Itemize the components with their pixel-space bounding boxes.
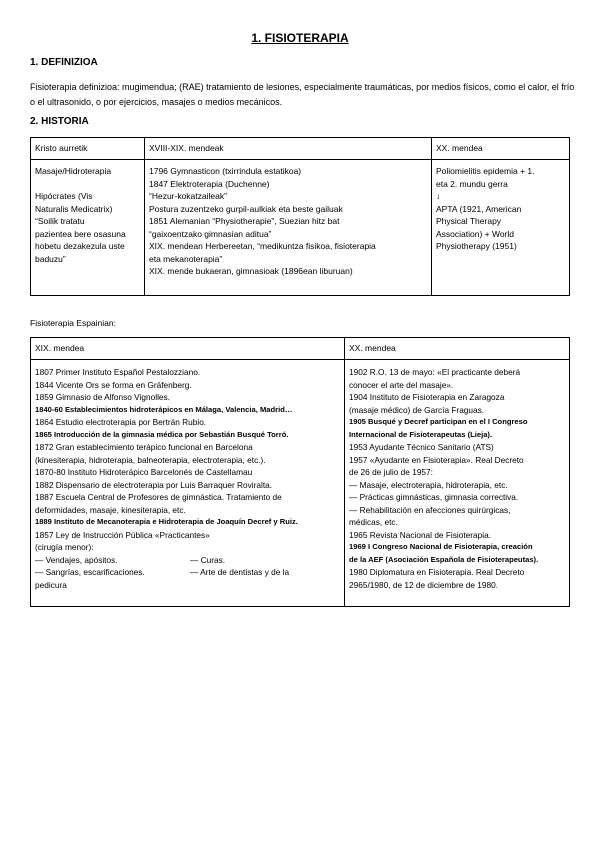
history-cell-20 (432, 160, 570, 296)
cell-line: baduzu” (35, 253, 66, 264)
history-cell-bc (31, 160, 145, 296)
cell-line: 1851 Alemanian “Physiotherapie”, Suezian hitz bat (149, 216, 340, 226)
cell-line: Hipócrates (Vis (35, 191, 93, 201)
cell-line: de 26 de julio de 1957: (349, 467, 433, 477)
cell-line: 1889 Instituto de Mecanoterapia e Hidroterapia de Joaquín Decref y Ruiz. (35, 517, 298, 526)
history-header-18-19: XVIII-XIX. mendeak (145, 138, 432, 160)
cell-line: Physiotherapy (1951) (436, 241, 517, 251)
page-title: 1. FISIOTERAPIA (251, 31, 349, 45)
cell-line: Physical Therapy (436, 216, 502, 226)
cell-line: deformidades, masaje, kinesiterapia, etc. (35, 504, 186, 515)
cell-line: de la AEF (Asociación Española de Fisioterapeutas). (349, 554, 539, 564)
cell-line: eta 2. mundu gerra (436, 178, 508, 189)
section-definition-heading: 1. DEFINIZIOA (30, 57, 98, 68)
cell-item: — Vendajes, apósitos. (35, 554, 118, 565)
cell-line: 1847 Elektroterapia (Duchenne) (149, 178, 270, 189)
cell-line: 1957 «Ayudante en Fisioterapia». Real Decreto (349, 454, 524, 465)
spain-table (30, 337, 570, 607)
history-header-bc: Kristo aurretik (31, 138, 145, 160)
cell-line (35, 178, 140, 191)
history-cell-18-19 (145, 160, 432, 296)
cell-line: Poliomielitis epidemia + 1. (436, 166, 535, 176)
cell-line: (kinesiterapia, hidroterapia, balneoterapia, electroterapia, etc.). (35, 454, 266, 465)
cell-item: — Arte de dentistas y de la (190, 567, 290, 577)
cell-line: 1904 Instituto de Fisioterapia en Zaragoza (349, 392, 505, 402)
cell-line: (cirugía menor): (35, 542, 94, 552)
cell-line: conocer el arte del masaje». (349, 379, 454, 390)
cell-item: — Curas. (190, 554, 226, 565)
spain-cell-19 (31, 360, 345, 607)
cell-line: — Prácticas gimnásticas, gimnasia correctiva. (349, 492, 519, 502)
spain-header-19: XIX. mendea (31, 338, 345, 360)
cell-line: 2965/1980, de 12 de diciembre de 1980. (349, 579, 498, 590)
history-table (30, 137, 570, 296)
cell-line: Internacional de Fisioterapeutas (Lieja). (349, 429, 493, 439)
spain-label: Fisioterapia Espainian: (30, 318, 116, 328)
cell-line: pazientea bere osasuna (35, 228, 126, 239)
cell-line: Masaje/Hidroterapia (35, 166, 112, 176)
cell-line: 1796 Gymnasticon (txirrindula estatikoa) (149, 166, 302, 176)
cell-line: hobetu dezakezula uste (35, 241, 125, 251)
cell-line: 1844 Vicente Ors se forma en Gräfenberg. (35, 379, 192, 390)
cell-line: 1887 Escuela Central de Profesores de gimnástica. Tratamiento de (35, 492, 282, 502)
cell-line: XIX. mende bukaeran, gimnasioak (1896ean liburuan) (149, 266, 353, 276)
cell-line: 1969 I Congreso Nacional de Fisioterapia, creación (349, 542, 533, 551)
cell-line: “gaixoentzako gimnasian aditua” (149, 228, 272, 239)
cell-line: “Hezur-kokatzaileak” (149, 191, 227, 201)
section-history-heading: 2. HISTORIA (30, 116, 89, 127)
cell-line: 1865 Introducción de la gimnasia médica por Sebastián Busqué Torró. (35, 429, 289, 439)
cell-item: — Sangrías, escarificaciones. (35, 567, 145, 577)
cell-line: — Masaje, electroterapia, hidroterapia, etc. (349, 479, 508, 490)
cell-line: 1857 Ley de Instrucción Pública «Practicantes» (35, 529, 210, 540)
cell-line: eta mekanoterapia” (149, 253, 223, 264)
cell-line: Postura zuzentzeko gurpil-aulkiak eta beste gailuak (149, 203, 343, 214)
cell-line: 1882 Dispensario de electroterapia por Luis Barraquer Roviralta. (35, 479, 273, 490)
cell-line: Naturalis Medicatrix) (35, 203, 113, 214)
history-header-20: XX. mendea (432, 138, 570, 160)
cell-line: médicas, etc. (349, 517, 398, 527)
spain-header-20: XX. mendea (345, 338, 570, 360)
cell-line: 1864 Estudio electroterapia por Bertrán Rubio. (35, 417, 207, 427)
cell-line: 1859 Gimnasio de Alfonso Vignolles. (35, 392, 170, 402)
cell-line-pair (35, 554, 340, 567)
cell-line: pedicura (35, 579, 67, 590)
cell-line: 1870-80 Instituto Hidroterápico Barcelonés de Castellamau (35, 467, 253, 477)
cell-line: XIX. mendean Herbereetan, “medikuntza fisikoa, fisioterapia (149, 241, 376, 251)
cell-line: 1902 R.O. 13 de mayo: «El practicante deberá (349, 367, 521, 377)
spain-cell-20 (345, 360, 570, 607)
cell-line: — Rehabilitación en afecciones quirúrgicas, (349, 504, 511, 515)
cell-line: 1953 Ayudante Técnico Sanitario (ATS) (349, 442, 494, 452)
cell-line: 1905 Busqué y Decref participan en el I Congreso (349, 417, 528, 426)
cell-line: 1980 Diplomatura en Fisioterapia. Real Decreto (349, 567, 525, 577)
cell-line: Association) + World (436, 228, 515, 239)
cell-line: 1840-60 Establecimientos hidroterápicos en Málaga, Valencia, Madrid… (35, 404, 293, 414)
cell-line-pair (35, 566, 340, 579)
cell-line: (masaje médico) de García Fraguas. (349, 404, 485, 415)
cell-line: 1807 Primer Instituto Español Pestalozziano. (35, 367, 201, 377)
cell-line: 1965 Revista Nacional de Fisioterapia. (349, 529, 492, 540)
cell-line: 1872 Gran establecimiento terápico funcional en Barcelona (35, 442, 253, 452)
cell-line: “Soilik tratatu (35, 216, 85, 226)
definition-paragraph: Fisioterapia definizioa: mugimendua; (RAE) tratamiento de lesiones, especialmente traumáticas, por medios físicos, como el calor, el frío o el ultrasonido, o por ejercicios, masajes o medios mecánicos. (30, 82, 575, 107)
cell-line: APTA (1921, American (436, 203, 522, 214)
cell-line: ↓ (436, 191, 441, 201)
